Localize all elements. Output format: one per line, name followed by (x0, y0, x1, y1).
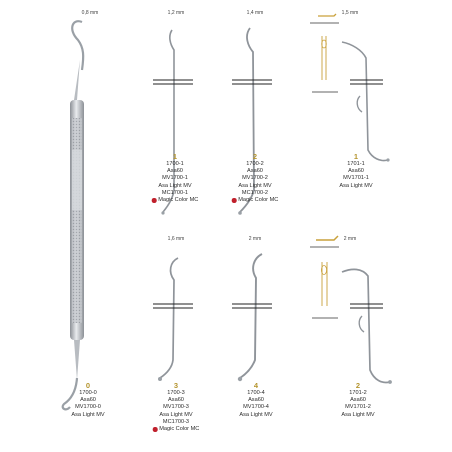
caption-line: Asa60 (248, 397, 264, 404)
caption-line: 1700-3 (167, 390, 185, 396)
caption-line: MV1700-4 (243, 404, 269, 411)
item-number: 2 (355, 381, 361, 390)
caption-line: MV1701-2 (345, 404, 371, 411)
magic-color-row (152, 197, 199, 204)
item-number: 3 (173, 381, 179, 390)
instrument-1700-3-drawing (153, 258, 193, 381)
magic-color-label: Magic Color MC (159, 426, 200, 433)
size-label-1701-2: 2 mm (343, 236, 357, 242)
item-number: 1 (353, 152, 359, 161)
item-number: 4 (253, 381, 259, 390)
caption-1700-0 (71, 381, 104, 419)
caption-line: Asa Light MV (158, 182, 192, 189)
caption-line: MC1700-1 (161, 189, 189, 196)
caption-line: 1700-2 (246, 161, 264, 167)
full-instrument-drawing (63, 21, 84, 409)
caption-1700-4 (239, 381, 272, 419)
caption-line: MV1700-1 (162, 175, 188, 182)
magic-color-row (232, 197, 279, 204)
caption-1701-2 (341, 381, 374, 419)
magic-color-dot-icon (232, 198, 237, 203)
caption-line: Asa Light MV (339, 182, 373, 189)
magic-color-dot-icon (153, 427, 158, 432)
caption-line: 1700-1 (166, 161, 184, 167)
instrument-1701-2-drawing (310, 236, 392, 384)
item-number: 0 (85, 381, 91, 390)
caption-line: MV1701-1 (343, 175, 369, 182)
caption-line: Asa Light MV (238, 182, 272, 189)
caption-line: MV1700-3 (163, 404, 189, 411)
caption-line: MC1700-2 (241, 189, 269, 196)
size-label-1700-2: 1,4 mm (246, 10, 264, 16)
size-label-1701-1: 1,5 mm (341, 10, 359, 16)
caption-line: Asa60 (167, 168, 183, 175)
caption-line: Asa Light MV (239, 411, 273, 418)
size-label-1700-4: 2 mm (248, 236, 262, 242)
instrument-1700-4-drawing (232, 254, 272, 381)
size-label-1700-3: 1,6 mm (167, 236, 185, 242)
caption-line: Asa60 (168, 397, 184, 404)
caption-line: Asa60 (247, 168, 263, 175)
caption-1701-1 (339, 152, 372, 190)
caption-line: Asa60 (350, 397, 366, 404)
caption-line: Asa60 (348, 168, 364, 175)
caption-line: MV1700-0 (75, 404, 101, 411)
caption-1700-2 (232, 152, 279, 206)
caption-line: MC1700-3 (162, 418, 190, 425)
caption-line: Asa Light MV (71, 411, 105, 418)
caption-line: Asa Light MV (341, 411, 375, 418)
item-number: 2 (252, 152, 258, 161)
magic-color-dot-icon (152, 198, 157, 203)
instrument-1701-1-drawing (310, 14, 390, 162)
magic-color-label: Magic Color MC (238, 197, 279, 204)
caption-line: Asa Light MV (159, 411, 193, 418)
caption-line: 1700-4 (247, 390, 265, 396)
magic-color-row (153, 426, 200, 433)
item-number: 1 (172, 152, 178, 161)
caption-line: 1701-2 (349, 390, 367, 396)
caption-line: MV1700-2 (242, 175, 268, 182)
magic-color-label: Magic Color MC (158, 197, 199, 204)
size-label-1700-1: 1,2 mm (167, 10, 185, 16)
caption-1700-1 (152, 152, 199, 206)
size-label-handle: 0,8 mm (81, 10, 99, 16)
caption-1700-3 (153, 381, 200, 435)
caption-line: 1700-0 (79, 390, 97, 396)
caption-line: Asa60 (80, 397, 96, 404)
caption-line: 1701-1 (347, 161, 365, 167)
